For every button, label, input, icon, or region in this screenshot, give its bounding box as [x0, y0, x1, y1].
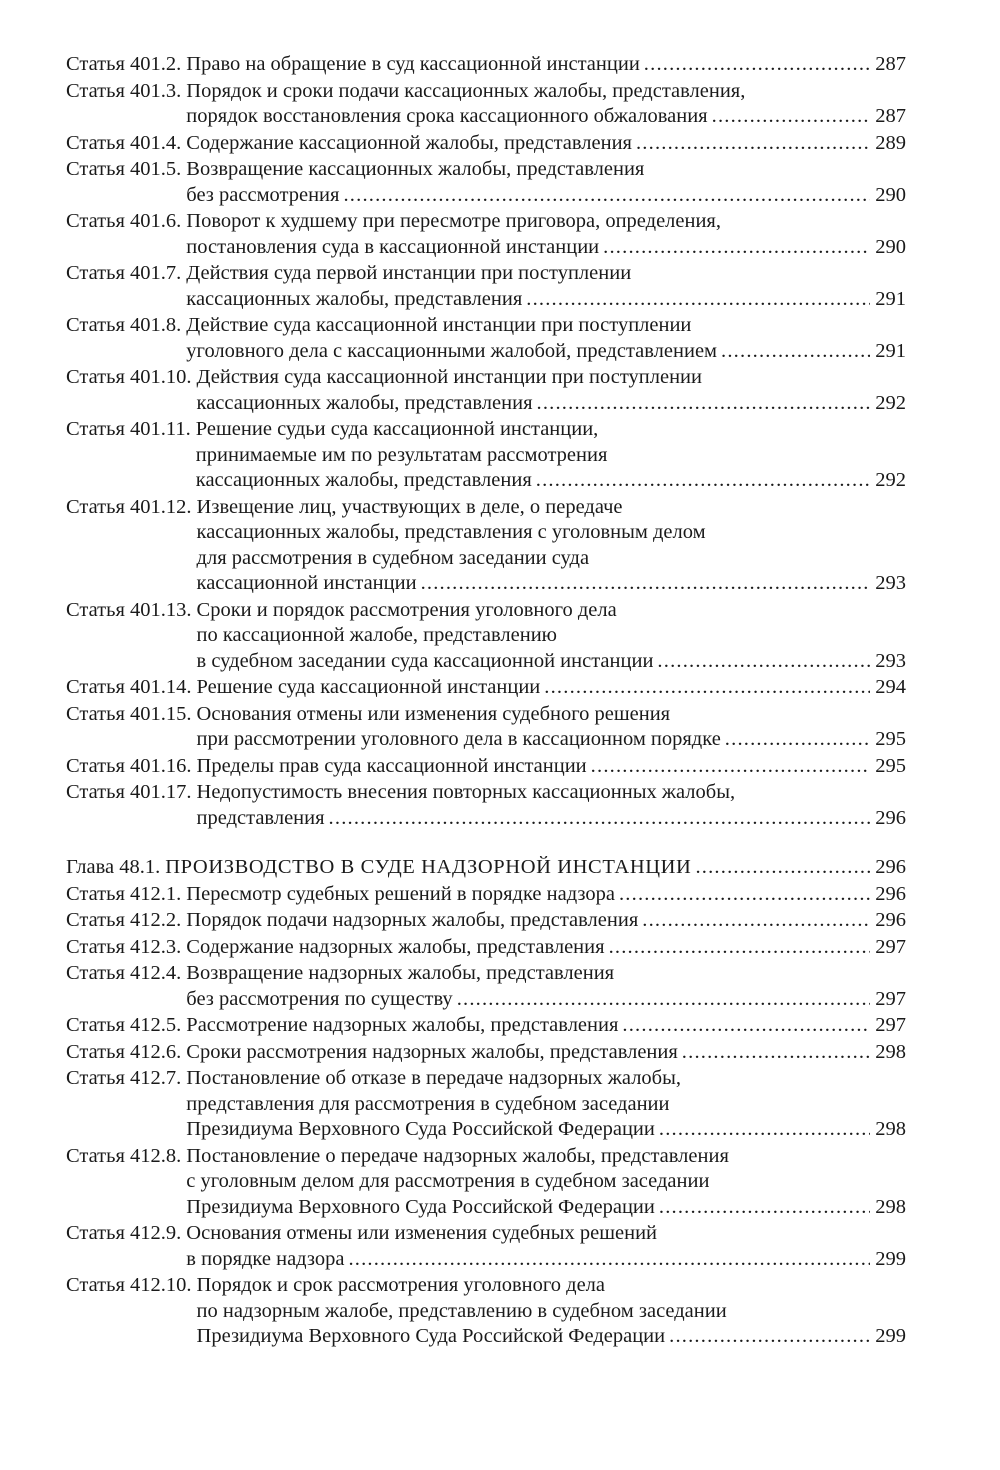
article-number: Статья 401.15. [66, 702, 192, 725]
article-number: Статья 412.2. [66, 909, 182, 931]
title-line: Постановление об отказе в передаче надзорных жалобы, [186, 1067, 681, 1089]
dot-leader [537, 391, 871, 417]
title-line: Пересмотр судебных решений в порядке надзора [186, 882, 615, 905]
dot-leader [642, 908, 870, 934]
title-line: Рассмотрение надзорных жалобы, представления [186, 1014, 619, 1036]
entry-title [186, 131, 906, 157]
toc-entry[interactable] [66, 908, 906, 934]
title-last-line [186, 1013, 906, 1039]
page-number[interactable]: 292 [875, 469, 906, 491]
toc-entry[interactable] [66, 702, 906, 753]
page-number[interactable]: 289 [875, 131, 906, 154]
title-line: постановления суда в кассационной инстанции [186, 235, 600, 258]
article-number: Статья 401.17. [66, 781, 192, 803]
title-last-line [197, 727, 906, 753]
title-line: порядок восстановления срока кассационного обжалования [186, 105, 708, 127]
article-number: Статья 401.3. [66, 79, 182, 102]
title-last-line [186, 235, 906, 261]
entry-title [186, 882, 906, 908]
title-last-line [186, 1040, 906, 1066]
page-number[interactable]: 297 [875, 935, 906, 958]
title-last-line [197, 1324, 906, 1350]
title-last-line [186, 1195, 906, 1221]
title-line: с уголовным делом для рассмотрения в судебном заседании [186, 1170, 710, 1192]
entry-title [186, 209, 906, 260]
entry-title [186, 961, 906, 1012]
title-line: Содержание надзорных жалобы, представления [186, 935, 605, 958]
title-line: Президиума Верховного Суда Российской Федерации [196, 1325, 666, 1347]
title-last-line [186, 987, 906, 1013]
entry-title [186, 157, 906, 208]
article-number: Статья 412.7. [66, 1067, 182, 1089]
page-number[interactable]: 291 [875, 339, 906, 362]
entry-title [165, 855, 906, 881]
page-number[interactable]: 296 [875, 882, 906, 905]
page-number[interactable]: 287 [875, 105, 906, 127]
page-number[interactable]: 298 [875, 1195, 906, 1218]
title-last-line [186, 287, 906, 313]
toc-entry[interactable] [66, 1066, 906, 1143]
page-number[interactable]: 296 [875, 856, 906, 878]
title-line: без рассмотрения [186, 183, 340, 206]
entry-title [197, 598, 906, 675]
title-line: Сроки и порядок рассмотрения уголовного дела [196, 598, 617, 621]
toc-entry[interactable] [66, 754, 906, 780]
entry-title [186, 908, 906, 934]
article-number: Статья 412.8. [66, 1144, 182, 1167]
page-number[interactable]: 295 [875, 754, 906, 777]
title-line: представления [196, 806, 325, 829]
title-line: в судебном заседании суда кассационной инстанции [196, 649, 654, 672]
title-line: Действие суда кассационной инстанции при поступлении [186, 314, 692, 336]
title-last-line [186, 183, 906, 209]
title-line: без рассмотрения по существу [186, 987, 453, 1010]
page-number[interactable]: 298 [875, 1118, 906, 1140]
title-line: по кассационной жалобе, представлению [196, 624, 557, 646]
title-line: кассационных жалобы, представления [186, 287, 523, 310]
article-number: Статья 412.6. [66, 1040, 182, 1063]
title-line: Поворот к худшему при пересмотре приговора, определения, [186, 210, 721, 232]
entry-title [197, 495, 906, 597]
title-last-line [197, 571, 906, 597]
dot-leader [721, 339, 870, 365]
title-line: Содержание кассационной жалобы, представления [186, 131, 632, 154]
dot-leader [659, 1195, 870, 1221]
entry-title [186, 935, 906, 961]
title-last-line [186, 935, 906, 961]
table-of-contents [66, 52, 906, 1351]
toc-entry[interactable] [66, 1013, 906, 1039]
entry-title [186, 1144, 906, 1221]
dot-leader [348, 1247, 870, 1273]
page-number[interactable]: 296 [875, 806, 906, 829]
article-number: Статья 401.7. [66, 262, 182, 284]
entry-title [197, 754, 906, 780]
page-number[interactable]: 299 [875, 1247, 906, 1270]
title-line: в порядке надзора [186, 1247, 345, 1270]
title-line: Порядок и срок рассмотрения уголовного дела [196, 1274, 606, 1296]
article-number: Статья 401.8. [66, 314, 182, 336]
article-number: Статья 412.3. [66, 935, 182, 958]
entry-title [186, 1066, 906, 1143]
article-number: Статья 401.13. [66, 598, 192, 621]
title-last-line [186, 908, 906, 934]
entry-title [186, 1040, 906, 1066]
entry-title [186, 1013, 906, 1039]
title-last-line [186, 131, 906, 157]
title-last-line [186, 52, 906, 78]
title-line: Постановление о передаче надзорных жалобы, представления [186, 1144, 729, 1167]
title-line: Пределы прав суда кассационной инстанции [196, 754, 587, 777]
dot-leader [591, 754, 871, 780]
title-last-line [196, 468, 906, 494]
article-number: Статья 401.12. [66, 495, 192, 518]
title-line: Президиума Верховного Суда Российской Федерации [186, 1195, 655, 1218]
toc-entry[interactable] [66, 157, 906, 208]
page-number[interactable]: 293 [875, 649, 906, 672]
title-line: Сроки рассмотрения надзорных жалобы, представления [186, 1040, 678, 1063]
article-number: Статья 412.4. [66, 962, 182, 984]
title-line: ПРОИЗВОДСТВО В СУДЕ НАДЗОРНОЙ ИНСТАНЦИИ [165, 856, 692, 878]
dot-leader [669, 1324, 870, 1350]
page-number[interactable]: 291 [875, 287, 906, 310]
toc-entry[interactable] [66, 1273, 906, 1350]
toc-entry[interactable] [66, 261, 906, 312]
title-line: Извещение лиц, участвующих в деле, о передаче [196, 495, 623, 518]
entry-title [197, 675, 906, 701]
title-line: по надзорным жалобе, представлению в судебном заседании [196, 1299, 727, 1322]
title-line: кассационной инстанции [196, 572, 417, 594]
dot-leader [644, 52, 870, 78]
page-number[interactable]: 293 [875, 572, 906, 594]
title-last-line [186, 882, 906, 908]
title-last-line [186, 1117, 906, 1143]
dot-leader [657, 649, 870, 675]
title-line: Решение судьи суда кассационной инстанции, [195, 418, 599, 440]
dot-leader [682, 1040, 870, 1066]
article-number: Статья 412.9. [66, 1222, 182, 1244]
entry-title [186, 52, 906, 78]
dot-leader [526, 287, 870, 313]
dot-leader [695, 855, 870, 881]
article-number: Статья 401.5. [66, 158, 182, 180]
article-number: Статья 401.10. [66, 366, 192, 388]
toc-entry[interactable] [66, 780, 906, 831]
entry-title [186, 313, 906, 364]
toc-entry[interactable] [66, 598, 906, 675]
article-number: Статья 412.5. [66, 1014, 182, 1036]
title-line: Возвращение кассационных жалобы, представления [186, 158, 645, 180]
dot-leader [619, 882, 870, 908]
title-line: при рассмотрении уголовного дела в кассационном порядке [196, 728, 721, 750]
title-last-line [197, 675, 906, 701]
title-line: Основания отмены или изменения судебных решений [186, 1222, 658, 1244]
page-number[interactable]: 292 [875, 391, 906, 414]
dot-leader [544, 675, 870, 701]
dot-leader [329, 806, 871, 832]
toc-chapter-entry[interactable] [66, 855, 906, 881]
toc-entry[interactable] [66, 961, 906, 1012]
title-line: Порядок и сроки подачи кассационных жалобы, представления, [186, 79, 746, 102]
title-line: для рассмотрения в судебном заседании суда [196, 546, 590, 569]
page-number[interactable]: 287 [875, 53, 906, 75]
toc-entry[interactable] [66, 882, 906, 908]
entry-title [197, 365, 906, 416]
toc-entry[interactable] [66, 495, 906, 597]
dot-leader [659, 1117, 870, 1143]
title-last-line [186, 1247, 906, 1273]
page-number[interactable]: 290 [875, 235, 906, 258]
article-number: Статья 401.16. [66, 754, 192, 777]
entry-title [197, 1273, 906, 1350]
toc-entry[interactable] [66, 935, 906, 961]
title-line: Недопустимость внесения повторных кассационных жалобы, [196, 781, 736, 803]
title-line: Право на обращение в суд кассационной инстанции [186, 53, 640, 75]
page-number[interactable]: 299 [875, 1325, 906, 1347]
article-number: Статья 401.2. [66, 53, 182, 75]
article-number: Статья 401.11. [66, 418, 191, 440]
dot-leader [421, 571, 871, 597]
title-last-line [197, 754, 906, 780]
title-line: уголовного дела с кассационными жалобой, представлением [186, 339, 718, 362]
title-last-line [197, 806, 906, 832]
title-line: принимаемые им по результатам рассмотрения [195, 443, 608, 466]
title-line: Возвращение надзорных жалобы, представления [186, 962, 615, 984]
entry-title [186, 79, 906, 130]
article-number: Статья 401.14. [66, 676, 192, 698]
page-number[interactable]: 290 [875, 183, 906, 206]
article-number: Статья 412.10. [66, 1274, 192, 1296]
dot-leader [636, 131, 870, 157]
title-line: кассационных жалобы, представления с уголовным делом [196, 521, 706, 543]
toc-entry[interactable] [66, 52, 906, 78]
dot-leader [457, 987, 871, 1013]
toc-entry[interactable] [66, 1144, 906, 1221]
toc-entry[interactable] [66, 417, 906, 494]
article-number: Статья 412.1. [66, 882, 182, 905]
title-line: Решение суда кассационной инстанции [196, 676, 541, 698]
dot-leader [712, 104, 871, 130]
toc-entry[interactable] [66, 365, 906, 416]
title-line: Основания отмены или изменения судебного решения [196, 702, 671, 725]
dot-leader [343, 183, 870, 209]
dot-leader [609, 935, 871, 961]
title-line: представления для рассмотрения в судебном заседании [186, 1092, 670, 1115]
title-line: Действия суда первой инстанции при поступлении [186, 262, 632, 284]
page-number[interactable]: 297 [875, 987, 906, 1010]
title-line: Президиума Верховного Суда Российской Федерации [186, 1118, 655, 1140]
title-last-line [197, 649, 906, 675]
page-number[interactable]: 295 [875, 728, 906, 750]
page-number[interactable]: 298 [875, 1040, 906, 1063]
chapter-number: Глава 48.1. [66, 856, 161, 878]
toc-entry[interactable] [66, 79, 906, 130]
article-number: Статья 401.4. [66, 131, 182, 154]
title-line: Действия суда кассационной инстанции при поступлении [196, 366, 702, 388]
toc-entry[interactable] [66, 131, 906, 157]
title-line: кассационных жалобы, представления [196, 391, 533, 414]
page-number[interactable]: 294 [875, 676, 906, 698]
toc-entry[interactable] [66, 209, 906, 260]
title-last-line [186, 339, 906, 365]
dot-leader [603, 235, 870, 261]
toc-entry[interactable] [66, 1221, 906, 1272]
title-line: кассационных жалобы, представления [195, 469, 532, 491]
entry-title [186, 1221, 906, 1272]
title-last-line [165, 855, 906, 881]
page-number[interactable]: 297 [875, 1014, 906, 1036]
article-number: Статья 401.6. [66, 210, 182, 232]
entry-title [186, 261, 906, 312]
dot-leader [536, 468, 871, 494]
title-line: Порядок подачи надзорных жалобы, представления [186, 909, 639, 931]
title-last-line [186, 104, 906, 130]
dot-leader [622, 1013, 870, 1039]
dot-leader [725, 727, 870, 753]
toc-entry[interactable] [66, 675, 906, 701]
toc-entry[interactable] [66, 1040, 906, 1066]
entry-title [197, 780, 906, 831]
entry-title [197, 702, 906, 753]
page-number[interactable]: 296 [875, 909, 906, 931]
entry-title [196, 417, 906, 494]
toc-entry[interactable] [66, 313, 906, 364]
title-last-line [197, 391, 906, 417]
